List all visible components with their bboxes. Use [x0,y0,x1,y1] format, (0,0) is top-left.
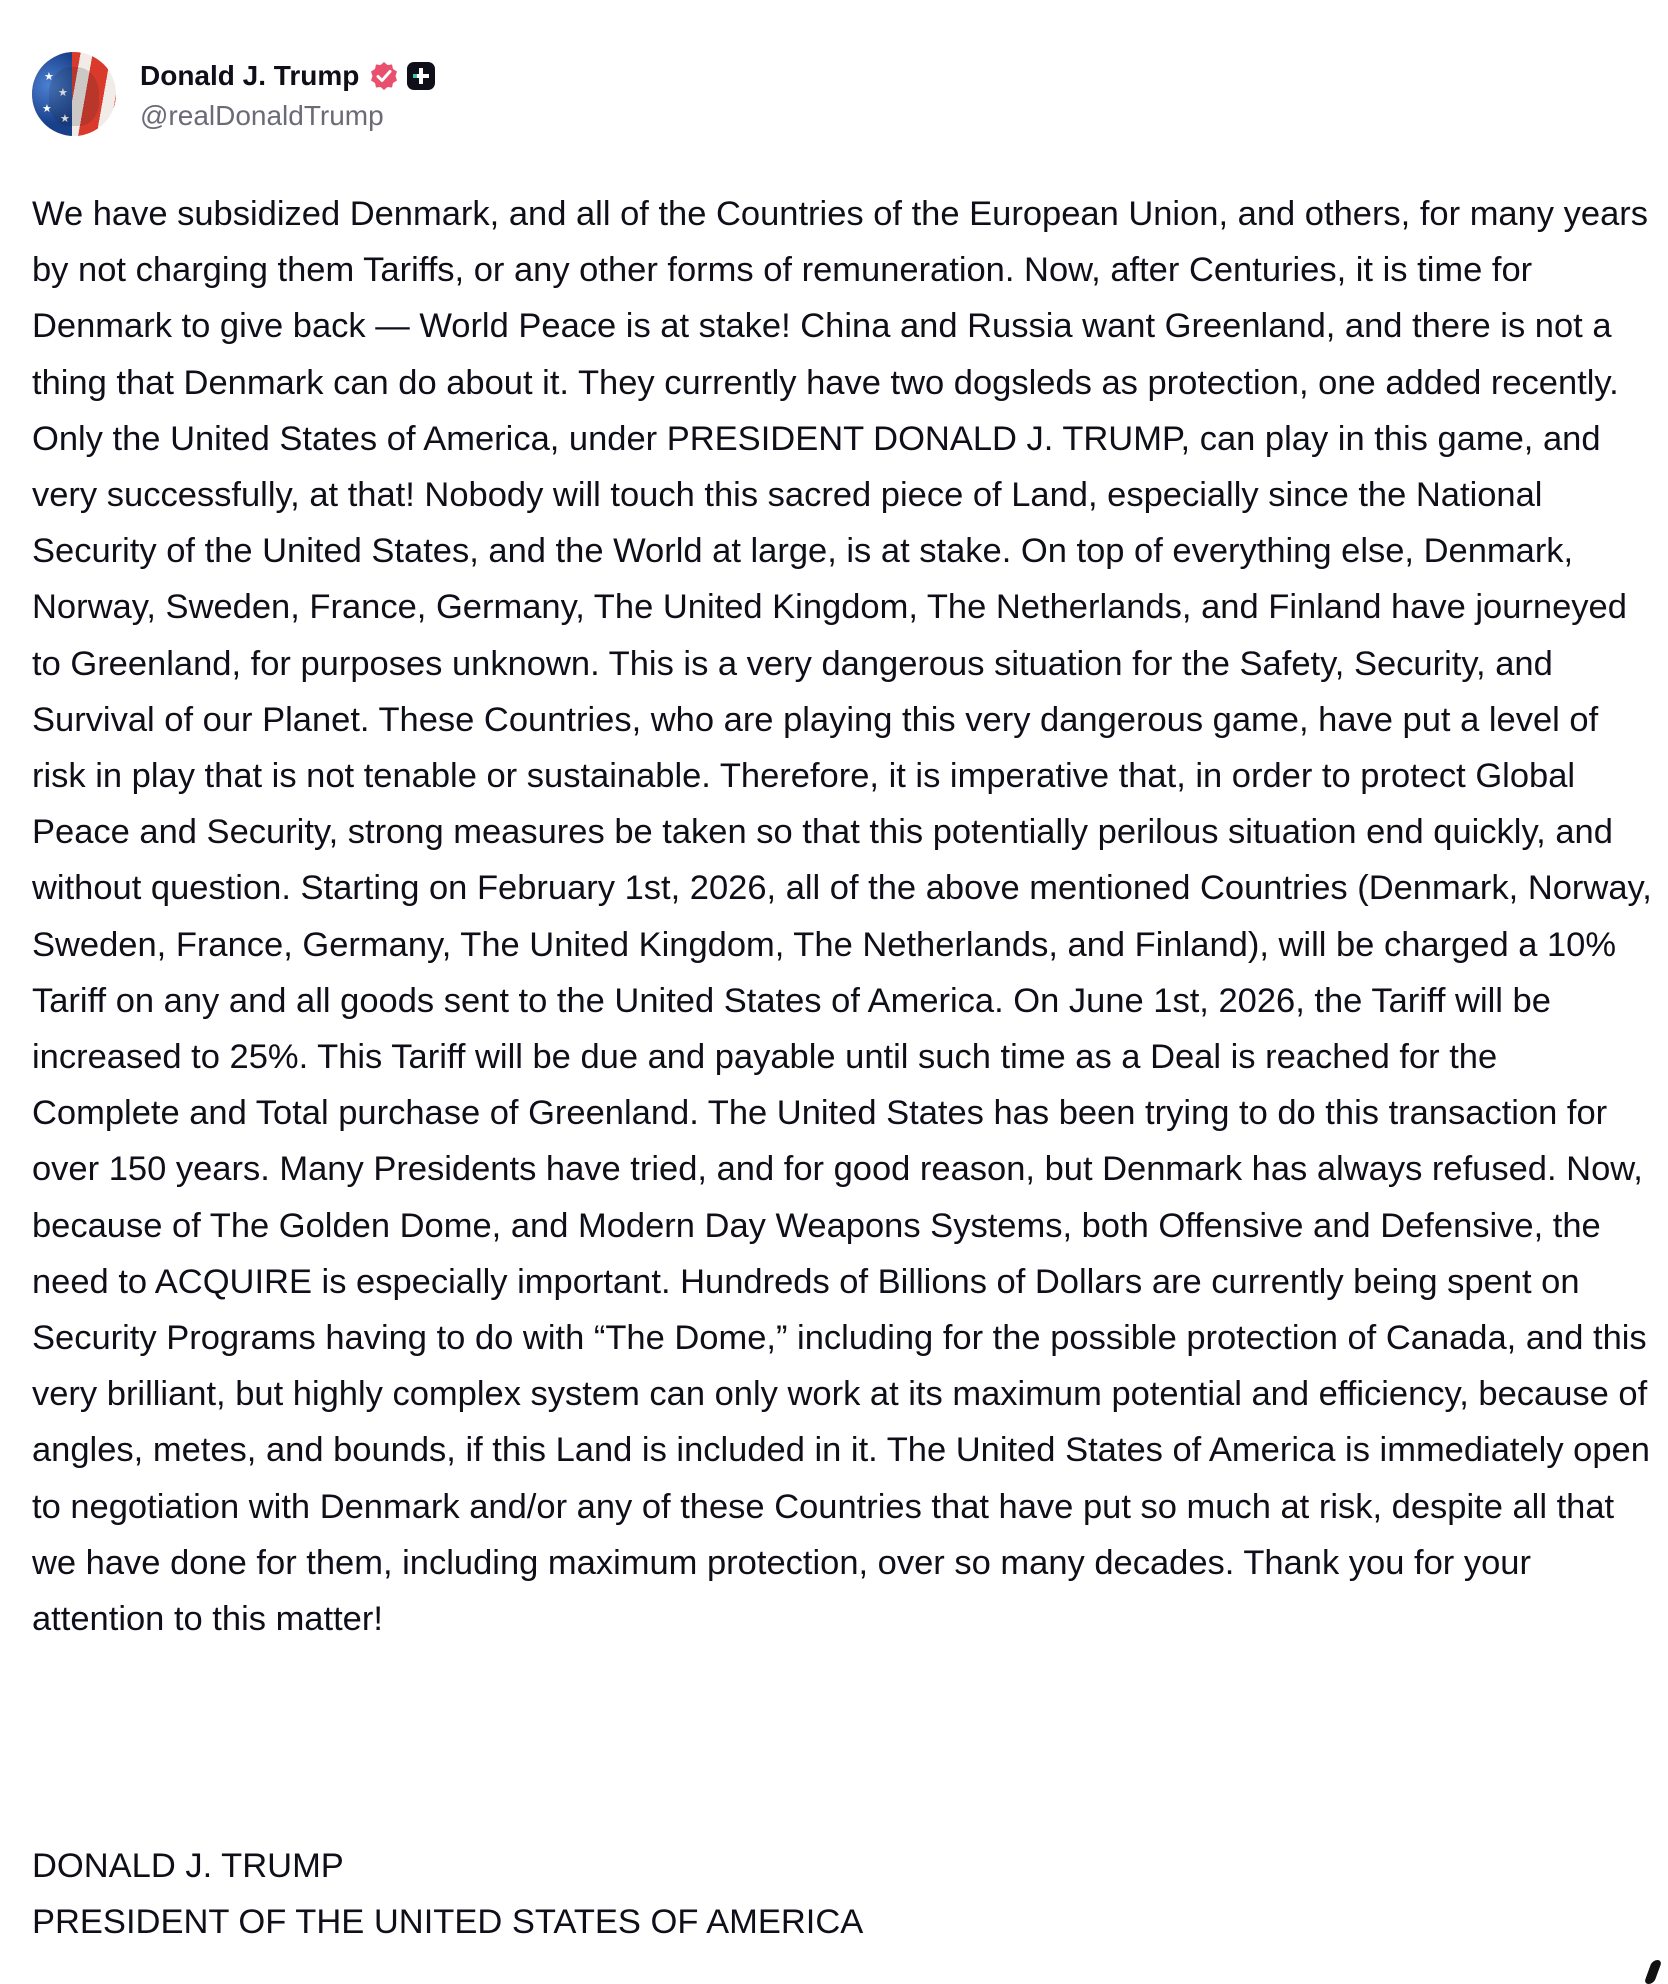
author-display-name[interactable]: Donald J. Trump [140,60,360,91]
avatar[interactable] [32,52,116,136]
signature-name: DONALD J. TRUMP [32,1847,344,1885]
post-signature [32,1838,863,1950]
post-header [32,52,435,136]
author-info [140,56,435,132]
author-name-row [140,56,435,96]
signature-mark-icon [1644,1960,1663,1984]
verified-badge-icon [369,61,399,91]
star-icon: ★ [44,71,54,83]
star-icon: ★ [42,103,52,115]
star-icon: ★ [60,113,70,125]
signature-title: PRESIDENT OF THE UNITED STATES OF AMERICA [32,1903,864,1941]
star-icon: ★ [58,87,68,99]
post-body: We have subsidized Denmark, and all of the Countries of the European Union, and others, for many years by not charging them Tariffs, or any other forms of remuneration. Now, after Centuries, it is time for Denmark to give back — World Peace is at stake! China and Russia want Greenland, and there is not a thing that Denmark can do about it. They currently have two dogsleds as protection, one added recently. Only the United States of America, under PRESIDENT DONALD J. TRUMP, can play in this game, and very successfully, at that! Nobody will touch this sacred piece of Land, especially since the National Security of the United States, and the World at large, is at stake. On top of everything else, Denmark, Norway, Sweden, France, Germany, The United Kingdom, The Netherlands, and Finland have journeyed to Greenland, for purposes unknown. This is a very dangerous situation for the Safety, Security, and Survival of our Planet. These Countries, who are playing this very dangerous game, have put a level of risk in play that is not tenable or sustainable. Therefore, it is imperative that, in order to protect Global Peace and Security, strong measures be taken so that this potentially perilous situation end quickly, and without question. Starting on February 1st, 2026, all of the above mentioned Countries (Denmark, Norway, Sweden, France, Germany, The United Kingdom, The Netherlands, and Finland), will be charged a 10% Tariff on any and all goods sent to the United States of America. On June 1st, 2026, the Tariff will be increased to 25%. This Tariff will be due and payable until such time as a Deal is reached for the Complete and Total purchase of Greenland. The United States has been trying to do this transaction for over 150 years. Many Presidents have tried, and for good reason, but Denmark has always refused. Now, because of The Golden Dome, and Modern Day Weapons Systems, both Offensive and Defensive, the need to ACQUIRE is especially important. Hundreds of Billions of Dollars are currently being spent on Security Programs having to do with “The Dome,” including for the possible protection of Canada, and this very brilliant, but highly complex system can only work at its maximum potential and efficiency, because of angles, metes, and bounds, if this Land is included in it. The United States of America is immediately open to negotiation with Denmark and/or any of these Countries that have put so much at risk, despite all that we have done for them, including maximum protection, over so many decades. Thank you for your attention to this matter! [32,195,1652,1639]
plus-badge-icon [407,62,435,90]
author-handle[interactable]: @realDonaldTrump [140,100,384,131]
avatar-portrait [49,67,99,126]
